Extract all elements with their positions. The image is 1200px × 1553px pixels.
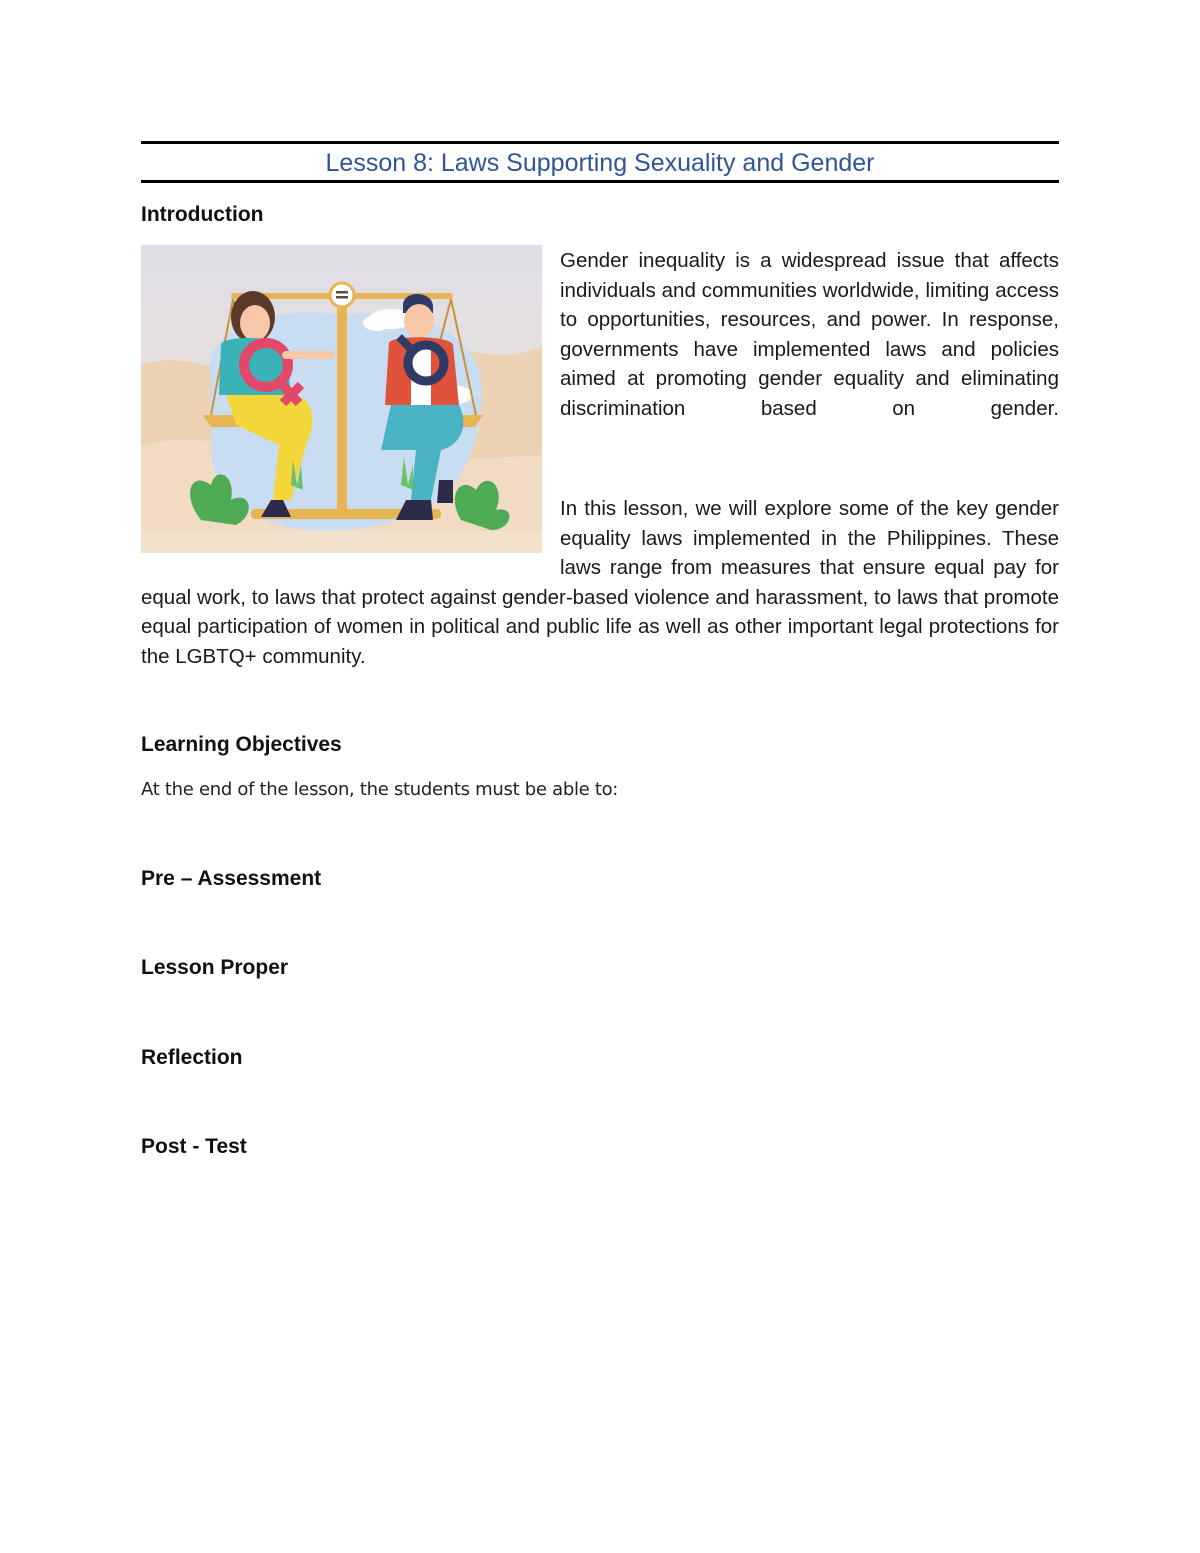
title-top-rule [141, 141, 1059, 144]
post-test-heading: Post - Test [141, 1135, 247, 1158]
title-bottom-rule [141, 180, 1059, 183]
lesson-title: Lesson 8: Laws Supporting Sexuality and Gender [325, 149, 875, 177]
intro-paragraph-2-container [141, 494, 1059, 671]
pre-assessment-heading: Pre – Assessment [141, 867, 322, 890]
intro-paragraph-1: Gender inequality is a widespread issue that affects individuals and communities worldwide, limiting access to opportunities, resources, and power. In response, governments have implemented laws and policies aimed at promoting gender equality and eliminating discrimination based on gender. [560, 249, 1059, 420]
objectives-intro-text: At the end of the lesson, the students must be able to: [141, 779, 619, 800]
learning-objectives-heading: Learning Objectives [141, 733, 342, 756]
document-page [141, 0, 1059, 1553]
lesson-proper-heading: Lesson Proper [141, 956, 289, 979]
image-wrap-spacer [141, 494, 560, 566]
intro-paragraph-2: In this lesson, we will explore some of the key gender equality laws implemented in the Philippines. These laws range from measures that ensure equal pay for equal work, to laws that protect against gender-based violence and harassment, to laws that promote equal participation of women in political and public life as well as other important legal protections for the LGBTQ+ community. [141, 497, 1059, 668]
introduction-heading: Introduction [141, 203, 264, 226]
reflection-heading: Reflection [141, 1046, 243, 1069]
